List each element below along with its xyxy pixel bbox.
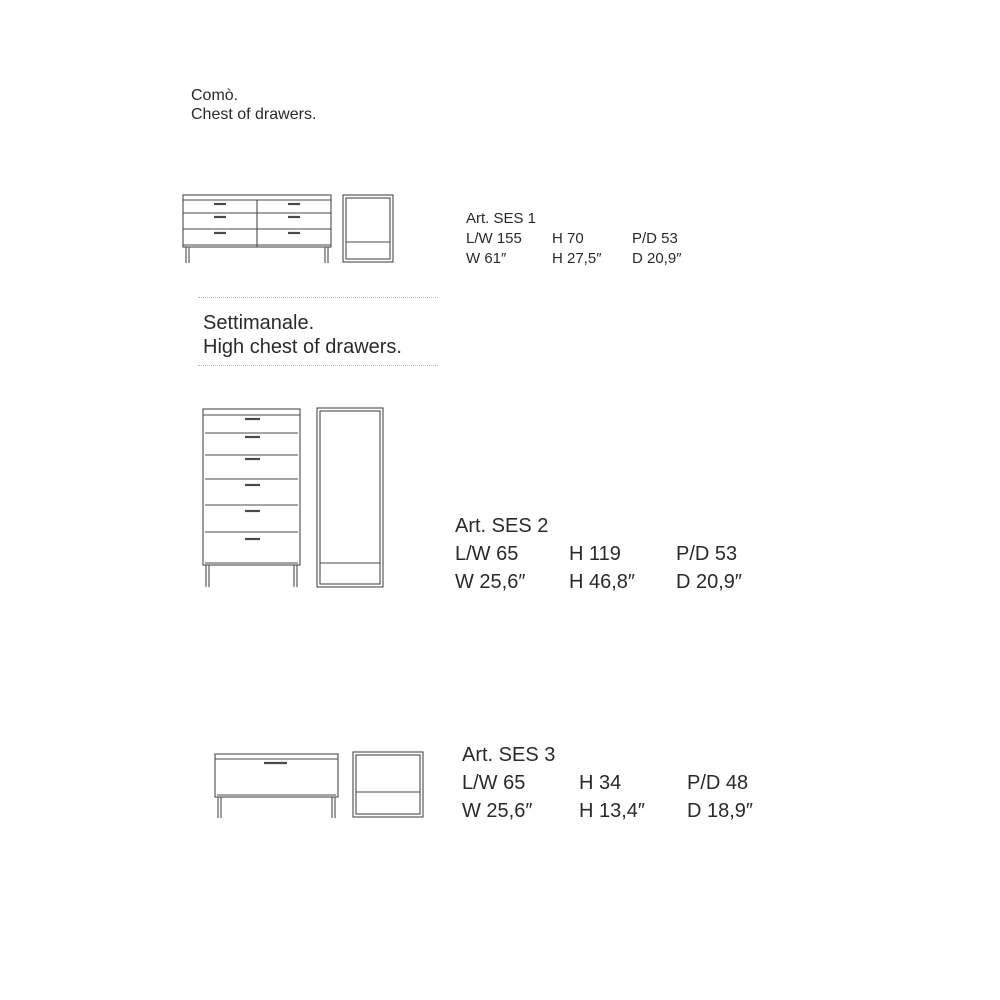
- width-cm: L/W 155: [466, 230, 522, 247]
- dims-in-row: [462, 797, 753, 825]
- heading-italian: Settimanale.: [203, 312, 315, 334]
- ses2-front-drawing: [203, 409, 300, 587]
- width-in: W 61″: [466, 250, 507, 267]
- width-cm: L/W 65: [462, 772, 526, 794]
- height-cm: H 119: [569, 543, 621, 565]
- depth-cm: P/D 53: [632, 230, 678, 247]
- depth-cm: P/D 48: [687, 772, 749, 794]
- width-in: W 25,6″: [462, 800, 533, 822]
- height-cm: H 70: [552, 230, 584, 247]
- ses2-side-drawing: [317, 408, 383, 587]
- heading-english: High chest of drawers.: [203, 336, 402, 358]
- ses1-side-drawing: [343, 195, 393, 262]
- depth-in: D 20,9″: [676, 571, 743, 593]
- height-in: H 13,4″: [579, 800, 646, 822]
- heading-italian: Comò.: [191, 87, 239, 104]
- dims-cm-row: [455, 540, 742, 568]
- ses3-side-drawing: [353, 752, 423, 817]
- dims-cm-row: [466, 229, 682, 249]
- height-in: H 46,8″: [569, 571, 636, 593]
- depth-in: D 18,9″: [687, 800, 754, 822]
- ses3-specs: [462, 741, 753, 825]
- width-in: W 25,6″: [455, 571, 526, 593]
- ses3-front-drawing: [215, 754, 338, 818]
- dims-in-row: [466, 249, 682, 269]
- height-cm: H 34: [579, 772, 622, 794]
- article-code: Art. SES 2: [455, 515, 549, 537]
- ses2-specs: [455, 512, 742, 596]
- article-code: Art. SES 3: [462, 744, 556, 766]
- depth-cm: P/D 53: [676, 543, 738, 565]
- heading-english: Chest of drawers.: [191, 106, 317, 124]
- article-code: Art. SES 1: [466, 210, 537, 227]
- dims-in-row: [455, 568, 742, 596]
- width-cm: L/W 65: [455, 543, 519, 565]
- ses1-front-drawing: [183, 195, 331, 263]
- ses1-specs: [466, 209, 682, 269]
- dims-cm-row: [462, 769, 753, 797]
- height-in: H 27,5″: [552, 250, 602, 267]
- depth-in: D 20,9″: [632, 250, 682, 267]
